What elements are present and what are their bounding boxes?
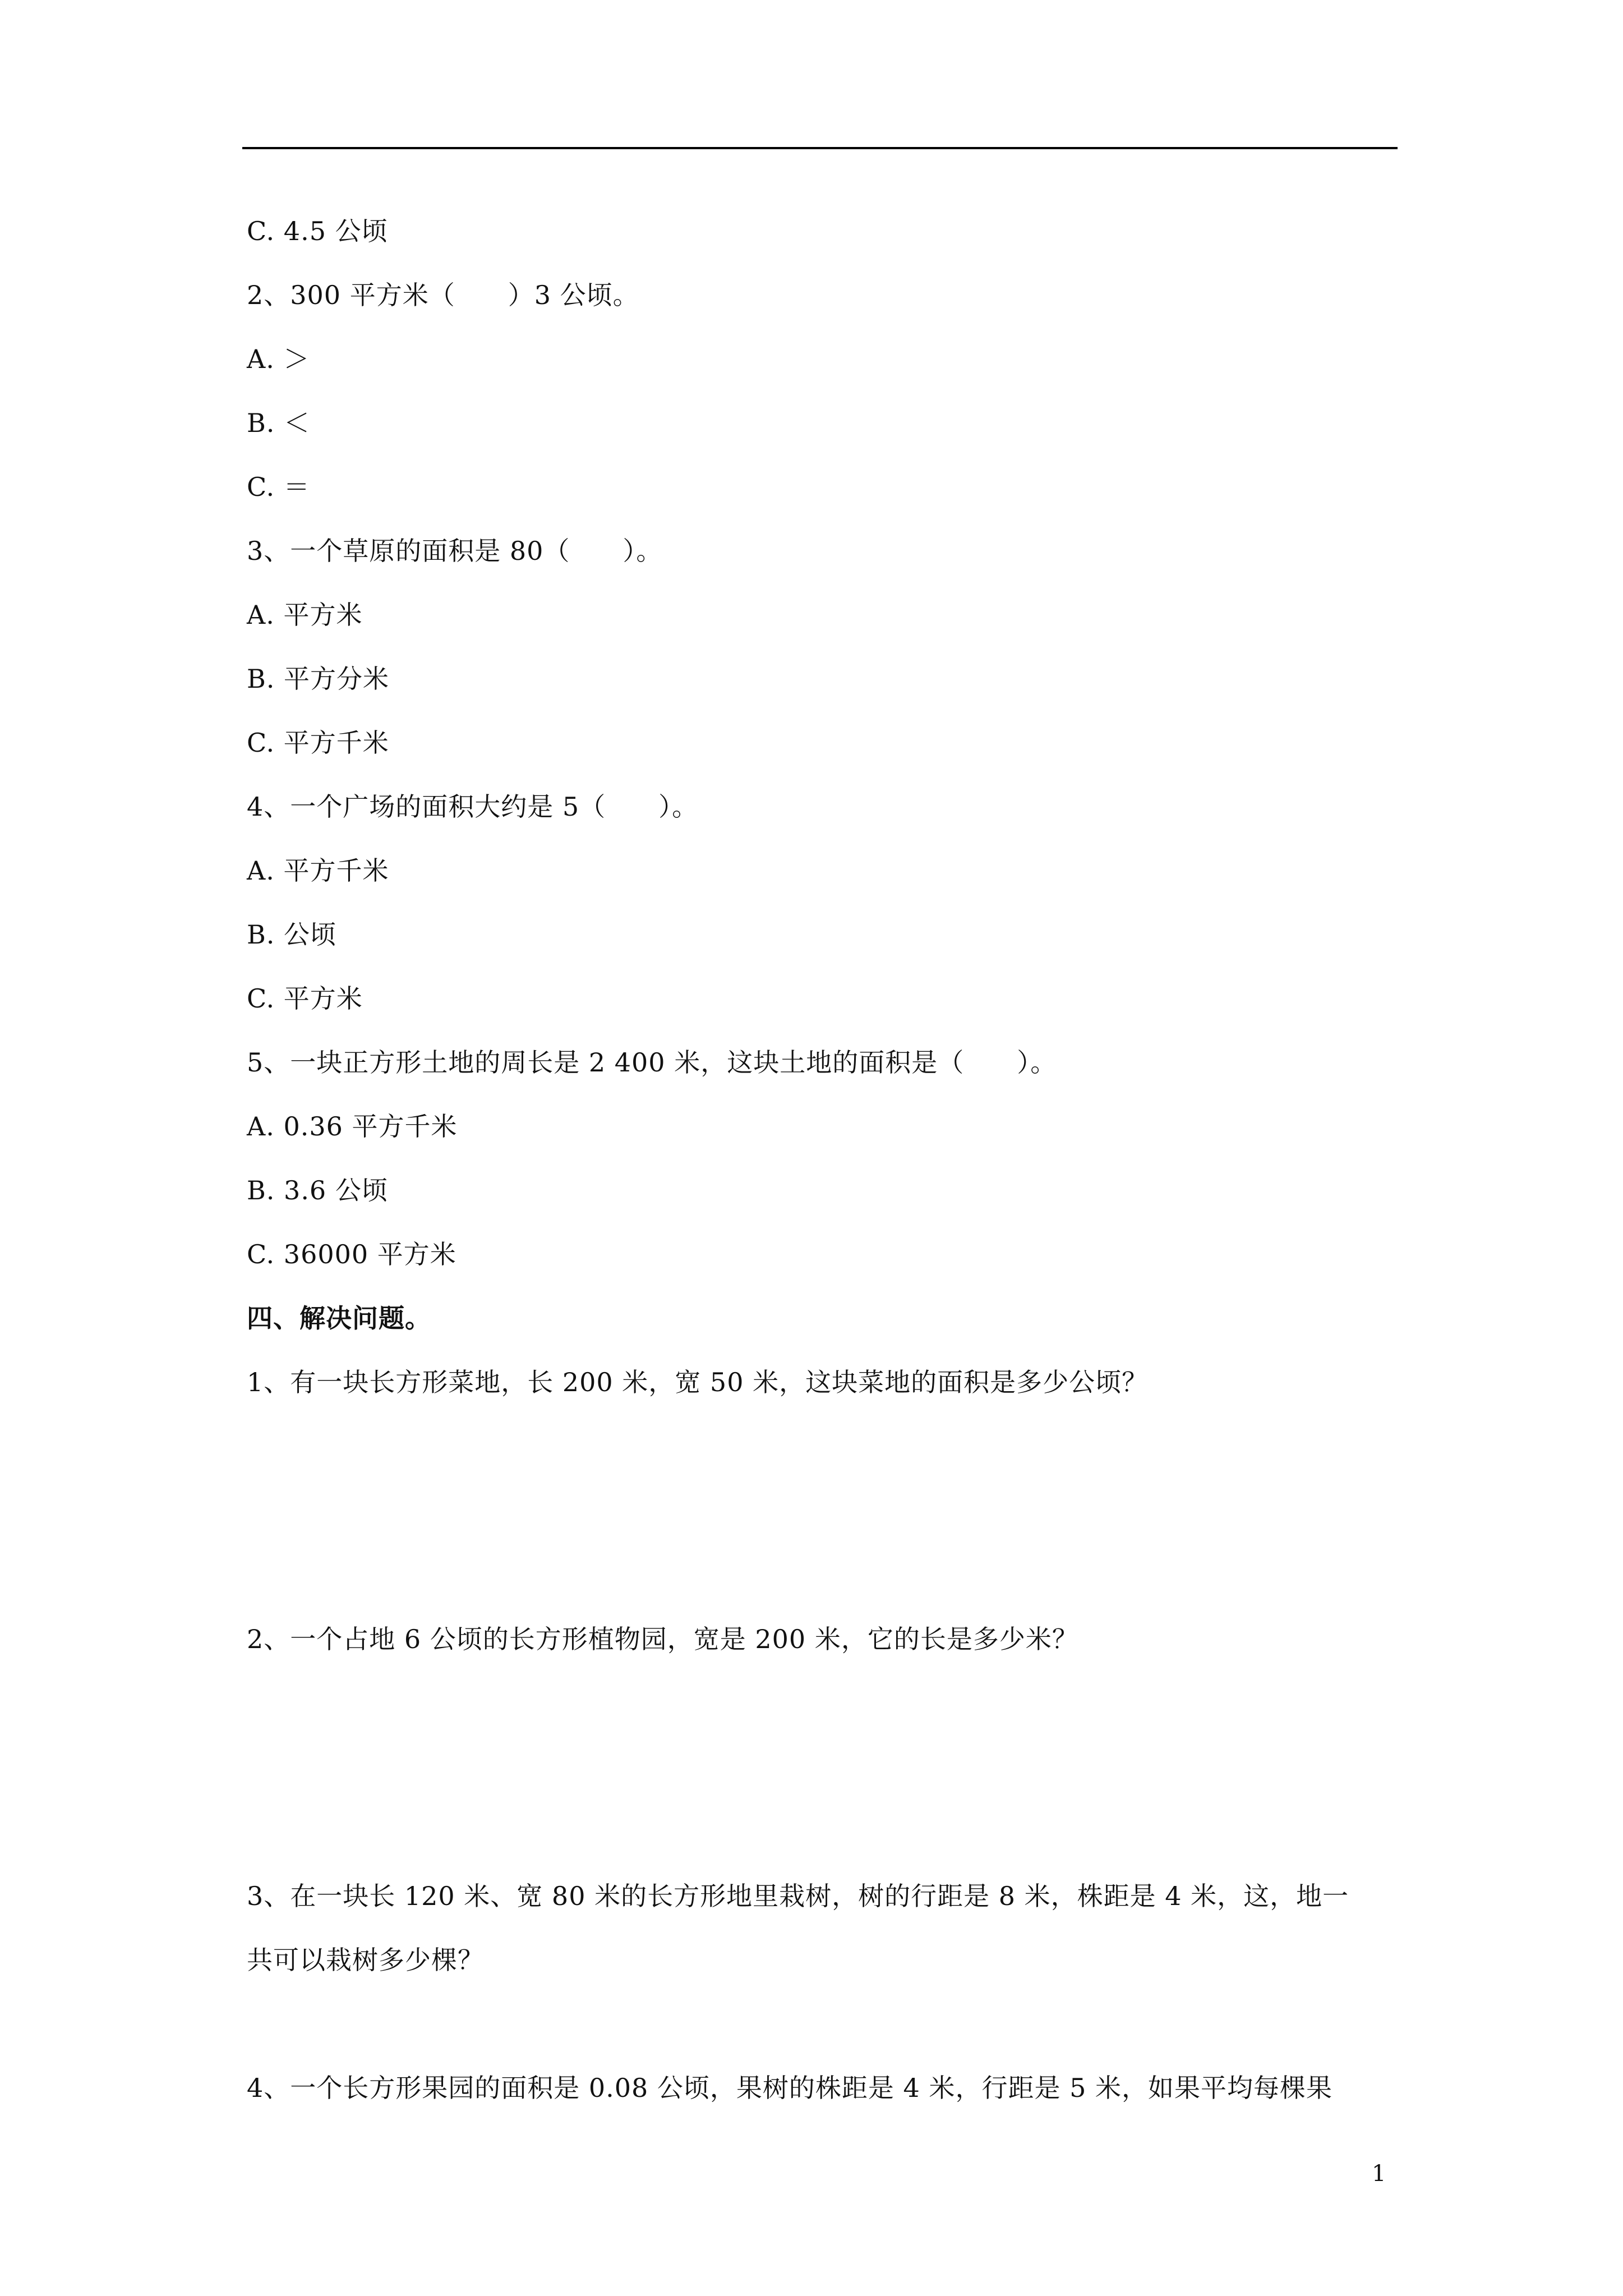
option-b-q2: B. ＜ [247,408,311,438]
option-b-q5: B. 3.6 公顷 [247,1175,388,1205]
section-heading: 四、解决问题。 [247,1303,431,1333]
option-b-q3: B. 平方分米 [247,664,390,694]
option-c-q3: C. 平方千米 [247,728,389,758]
problem-1: 1、有一块长方形菜地，长 200 米，宽 50 米，这块菜地的面积是多少公顷？ [247,1367,1149,1397]
header-rule [242,147,1398,149]
question-4: 4、一个广场的面积大约是 5（ ）。 [247,792,699,822]
problem-2: 2、一个占地 6 公顷的长方形植物园，宽是 200 米，它的长是多少米？ [247,1624,1078,1654]
option-b-q4: B. 公顷 [247,919,337,950]
problem-3-line-2: 共可以栽树多少棵？ [247,1945,484,1975]
option-c-q1: C. 4.5 公顷 [247,216,388,246]
option-c-q4: C. 平方米 [247,983,363,1014]
page-number: 1 [1372,2161,1386,2187]
option-c-q2: C. ＝ [247,472,310,502]
option-a-q3: A. 平方米 [247,600,363,630]
problem-4: 4、一个长方形果园的面积是 0.08 公顷，果树的株距是 4 米，行距是 5 米，如果平均每棵果 [247,2073,1332,2103]
question-2: 2、300 平方米（ ）3 公顷。 [247,280,639,310]
question-5: 5、一块正方形土地的周长是 2 400 米，这块土地的面积是（ ）。 [247,1047,1057,1078]
problem-3-line-1: 3、在一块长 120 米、宽 80 米的长方形地里栽树，树的行距是 8 米，株距是 4 米，这，地一 [247,1881,1349,1911]
option-a-q4: A. 平方千米 [247,855,389,886]
option-a-q2: A. ＞ [247,344,310,374]
question-3: 3、一个草原的面积是 80（ ）。 [247,536,663,566]
option-a-q5: A. 0.36 平方千米 [247,1111,458,1142]
option-c-q5: C. 36000 平方米 [247,1239,457,1269]
